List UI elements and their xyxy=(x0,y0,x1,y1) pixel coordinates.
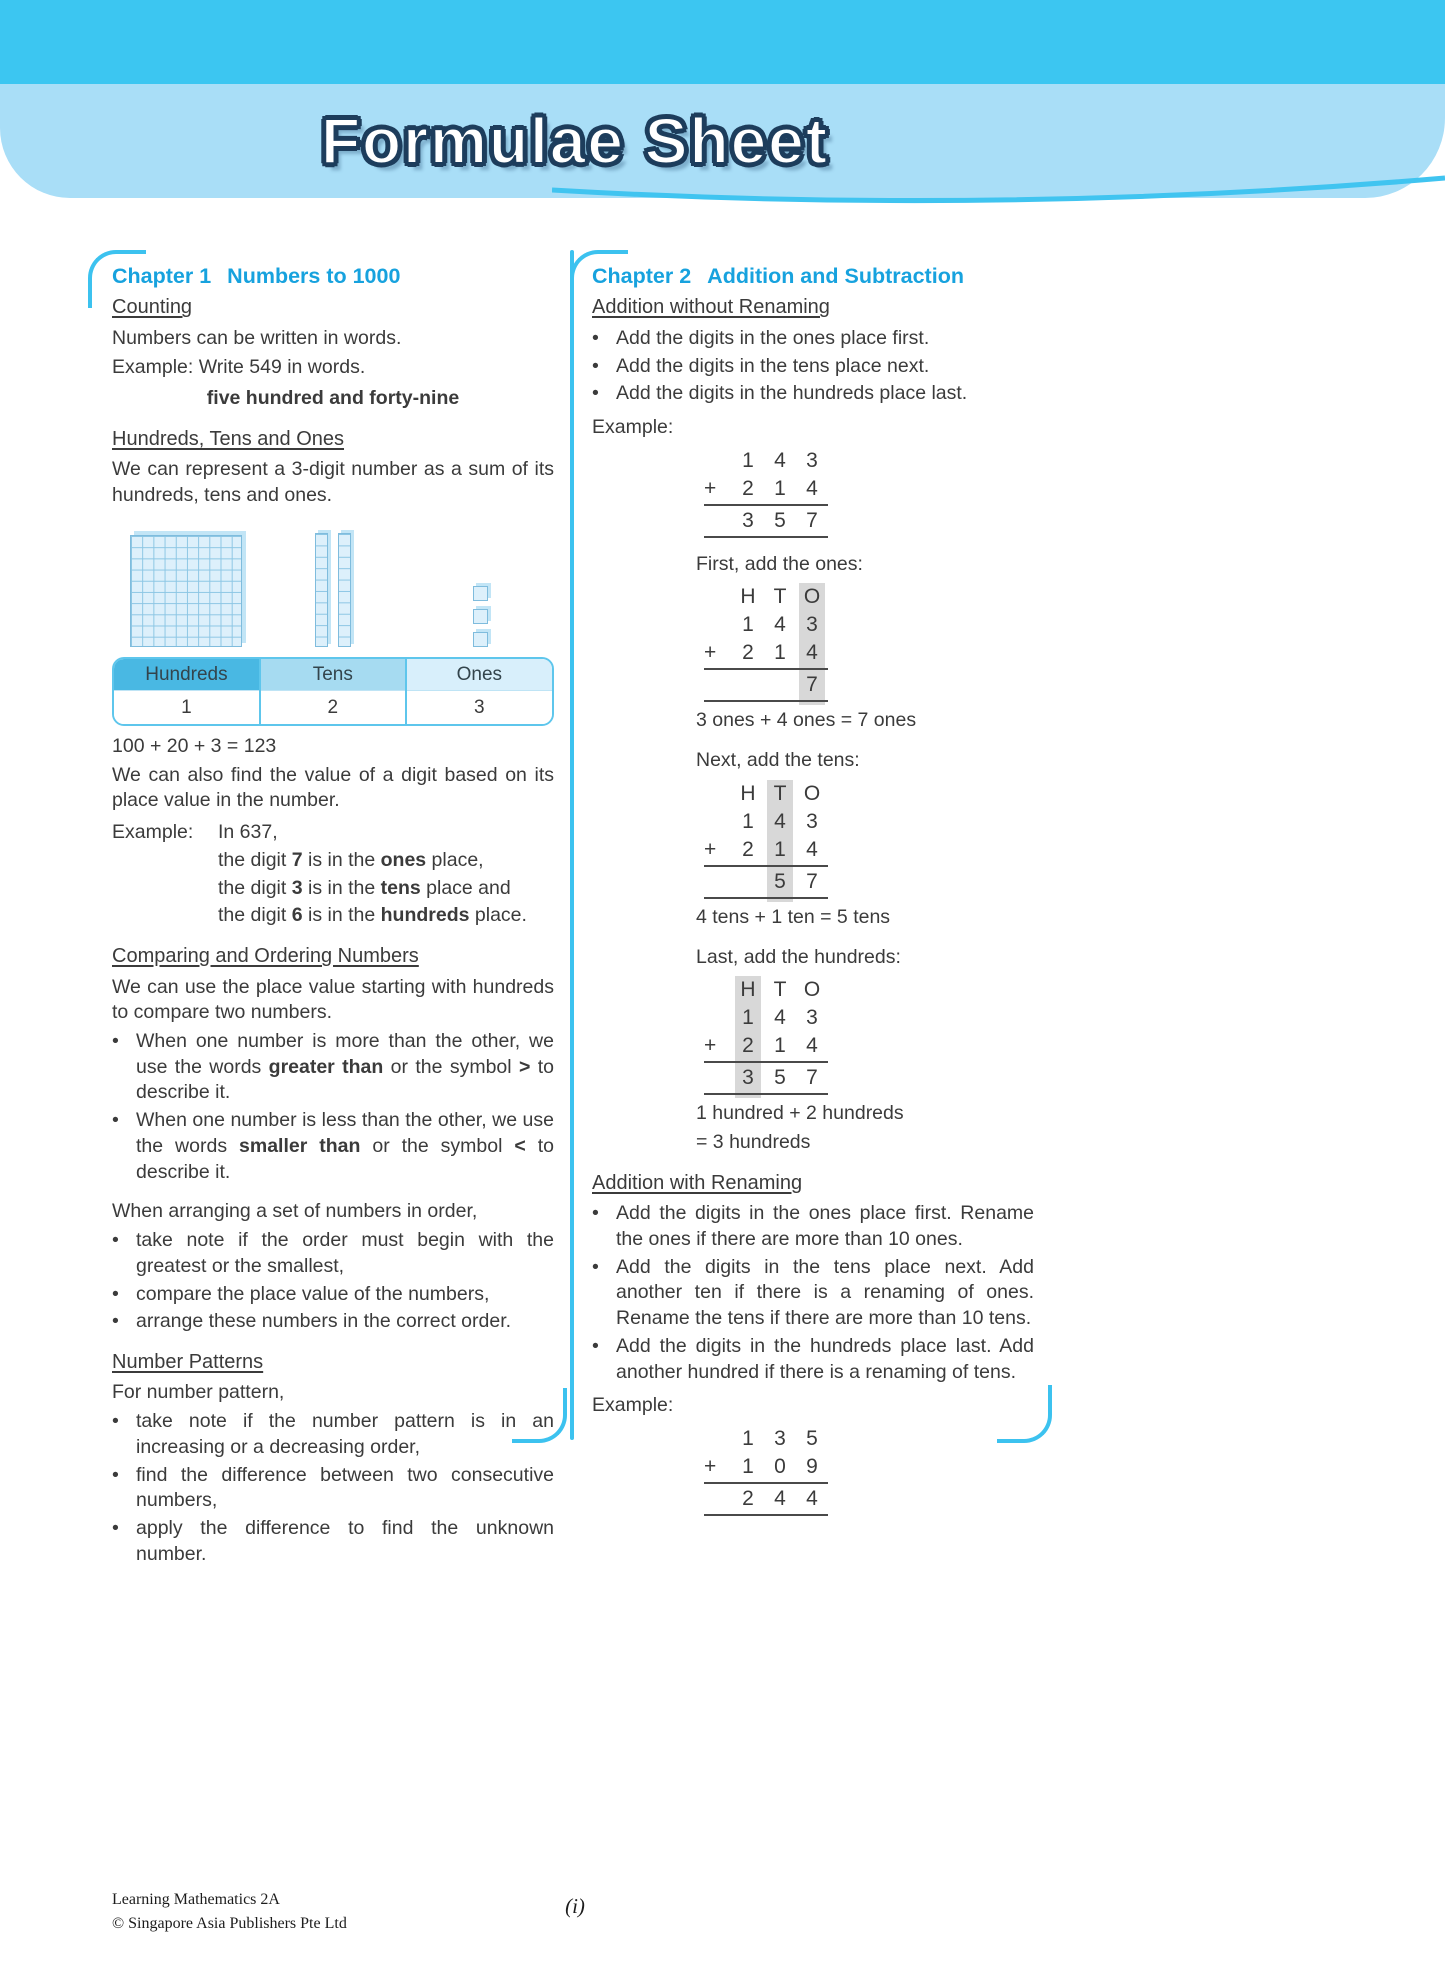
digit: 1 xyxy=(774,476,786,500)
chapter1-label: Chapter 1 xyxy=(112,264,212,288)
section-heading-comparing: Comparing and Ordering Numbers xyxy=(112,945,419,968)
table-header-ones: Ones xyxy=(406,659,552,691)
digit: 3 xyxy=(742,1066,754,1090)
bullet-icon: • xyxy=(112,1282,119,1305)
counting-answer: five hundred and forty-nine xyxy=(206,387,460,410)
digit: 3 xyxy=(806,448,818,472)
step-caption: 4 tens + 1 ten = 5 tens xyxy=(696,905,891,928)
bullet-item xyxy=(592,354,1034,380)
sum-rule xyxy=(704,897,828,899)
bullet-text: Add the digits in the tens place next. Add another ten if there is a renaming of ones. Rename the tens if there are more than 10 tens. xyxy=(616,1255,1034,1330)
table-value-ones: 3 xyxy=(406,690,552,724)
digit: 9 xyxy=(806,1455,818,1479)
bullet-icon: • xyxy=(592,1202,599,1225)
footer-book-title: Learning Mathematics 2A xyxy=(112,1891,280,1908)
addition-example-135-109 xyxy=(704,1425,828,1516)
bullet-item xyxy=(592,1334,1034,1385)
hto-letter: H xyxy=(740,585,756,609)
step-caption: = 3 hundreds xyxy=(696,1131,811,1154)
tens-rod-icon xyxy=(315,533,328,647)
figure-hundreds-group xyxy=(112,535,259,647)
bullet-text: When one number is more than the other, we use the words greater than or the symbol > to describe it. xyxy=(136,1029,554,1104)
digit xyxy=(732,868,764,896)
sum-rule xyxy=(704,865,828,867)
chapter2-title: Addition and Subtraction xyxy=(707,264,964,288)
bullet-icon: • xyxy=(112,1229,119,1252)
patterns-intro: For number pattern, xyxy=(112,1381,285,1404)
sum-rule xyxy=(704,1093,828,1095)
digit: 4 xyxy=(774,448,786,472)
addend-row xyxy=(704,1425,828,1453)
digit: 1 xyxy=(742,1427,754,1451)
table-header-tens: Tens xyxy=(260,659,406,691)
hto-intro: We can represent a 3-digit number as a sum of its hundreds, tens and ones. xyxy=(112,458,554,507)
bullet-item xyxy=(592,326,1034,352)
example-label: Example: xyxy=(592,1394,674,1417)
addend-row xyxy=(704,836,828,864)
digit: 1 xyxy=(742,613,754,637)
table-header-hundreds: Hundreds xyxy=(114,659,260,691)
bullet-icon: • xyxy=(112,1410,119,1433)
addend-row xyxy=(704,475,828,503)
hto-letter: H xyxy=(740,978,756,1002)
digit: 2 xyxy=(742,476,754,500)
hto-letter: T xyxy=(773,978,787,1002)
column-divider xyxy=(570,250,574,1440)
hto-letter: O xyxy=(803,781,821,805)
sum-rule xyxy=(704,536,828,538)
digit: 1 xyxy=(742,448,754,472)
plus-sign: + xyxy=(704,1034,717,1058)
hundreds-flat-icon xyxy=(130,535,242,647)
hto-letter: T xyxy=(773,781,787,805)
bullet-item xyxy=(112,1108,554,1185)
bullet-item xyxy=(112,1029,554,1106)
digit: 1 xyxy=(774,641,786,665)
bullet-text: Add the digits in the ones place first. Rename the ones if there are more than 10 ones. xyxy=(616,1202,1034,1250)
counting-example: Example: Write 549 in words. xyxy=(112,355,366,378)
digit: 0 xyxy=(774,1455,786,1479)
digit: 7 xyxy=(806,673,818,697)
table-value-hundreds: 1 xyxy=(114,690,260,724)
sum-rule xyxy=(704,668,828,670)
digit: 2 xyxy=(742,1487,754,1511)
digit: 1 xyxy=(774,837,786,861)
digit: 4 xyxy=(806,837,818,861)
bullet-item xyxy=(592,381,1034,407)
bullet-item xyxy=(112,1463,554,1514)
digit: 3 xyxy=(742,508,754,532)
plus-sign: + xyxy=(704,476,717,500)
figure-tens-group xyxy=(259,533,406,647)
step-intro: Last, add the hundreds: xyxy=(696,945,901,968)
place-value-value-row xyxy=(114,690,552,724)
hto-letter: T xyxy=(773,585,787,609)
bullet-text: take note if the order must begin with the greatest or the smallest, xyxy=(136,1229,554,1277)
bullet-icon: • xyxy=(592,354,599,377)
result-row xyxy=(704,1485,828,1513)
comparing-intro: We can use the place value starting with hundreds to compare two numbers. xyxy=(112,975,554,1024)
ones-cube-icon xyxy=(473,586,488,601)
place-value-text: We can also find the value of a digit based on its place value in the number. xyxy=(112,763,554,812)
place-value-table xyxy=(112,657,554,726)
addend-row xyxy=(704,639,828,667)
result-row xyxy=(704,507,828,535)
hto-step-tens xyxy=(704,780,828,899)
digit: 4 xyxy=(806,476,818,500)
addend-row xyxy=(704,808,828,836)
table-value-tens: 2 xyxy=(260,690,406,724)
example-637-row xyxy=(112,820,554,846)
bullet-icon: • xyxy=(112,1463,119,1486)
step-intro: First, add the ones: xyxy=(696,552,863,575)
hto-letter: H xyxy=(740,781,756,805)
digit: 3 xyxy=(774,1427,786,1451)
bullet-text: apply the difference to find the unknown number. xyxy=(136,1517,554,1565)
result-row xyxy=(704,868,828,896)
digit xyxy=(764,671,796,699)
section-heading-hundreds-tens-ones: Hundreds, Tens and Ones xyxy=(112,427,345,450)
digit: 2 xyxy=(742,641,754,665)
digit: 7 xyxy=(806,508,818,532)
digit: 2 xyxy=(742,837,754,861)
digit: 1 xyxy=(742,1455,754,1479)
digit: 4 xyxy=(774,809,786,833)
section-heading-number-patterns: Number Patterns xyxy=(112,1351,264,1374)
hto-step-ones xyxy=(704,583,828,702)
step-caption: 1 hundred + 2 hundreds xyxy=(696,1102,904,1125)
bullet-text: take note if the number pattern is in an increasing or a decreasing order, xyxy=(136,1410,554,1458)
section-heading-addition-without-renaming: Addition without Renaming xyxy=(592,296,830,319)
sum-rule xyxy=(704,1482,828,1484)
addend-row xyxy=(704,1032,828,1060)
chapter1-column xyxy=(112,262,554,1570)
plus-sign: + xyxy=(704,641,717,665)
place-value-equation: 100 + 20 + 3 = 123 xyxy=(112,734,277,757)
section-heading-addition-with-renaming: Addition with Renaming xyxy=(592,1171,803,1194)
plus-sign: + xyxy=(704,837,717,861)
bullet-text: Add the digits in the ones place first. xyxy=(616,326,930,349)
hto-step-hundreds xyxy=(704,976,828,1095)
bullet-icon: • xyxy=(112,1109,119,1132)
bullet-item xyxy=(592,1255,1034,1332)
digit: 7 xyxy=(806,869,818,893)
bullet-text: Add the digits in the tens place next. xyxy=(616,354,930,377)
hto-letter: O xyxy=(803,585,821,609)
bullet-icon: • xyxy=(112,1029,119,1052)
hto-header-row xyxy=(704,583,828,611)
digit-place-line: the digit 7 is in the ones place, xyxy=(218,848,484,871)
bullet-icon: • xyxy=(112,1310,119,1333)
digit-place-line: the digit 6 is in the hundreds place. xyxy=(218,904,527,927)
hto-header-row xyxy=(704,780,828,808)
counting-text-1: Numbers can be written in words. xyxy=(112,326,402,349)
sum-rule xyxy=(704,1514,828,1516)
digit-place-line: the digit 3 is in the tens place and xyxy=(218,876,511,899)
ones-cube-icon xyxy=(473,632,488,647)
bullet-text: When one number is less than the other, we use the words smaller than or the symbol < to describe it. xyxy=(136,1109,554,1183)
digit: 5 xyxy=(774,869,786,893)
page-title: Formulae Sheet xyxy=(320,105,830,177)
example-637-lines xyxy=(218,848,554,929)
digit: 5 xyxy=(806,1427,818,1451)
digit: 4 xyxy=(806,641,818,665)
sum-rule xyxy=(704,700,828,702)
header-swoosh-line xyxy=(552,170,1445,218)
tens-rod-icon xyxy=(338,533,351,647)
example-label: Example: xyxy=(112,821,194,844)
bullet-text: Add the digits in the hundreds place last. xyxy=(616,382,968,405)
addend-row xyxy=(704,1453,828,1481)
digit: 4 xyxy=(806,1487,818,1511)
digit: 4 xyxy=(806,1034,818,1058)
chapter1-heading xyxy=(112,262,554,290)
digit: 4 xyxy=(774,613,786,637)
bullet-icon: • xyxy=(592,382,599,405)
example-value: In 637, xyxy=(218,821,278,844)
bullet-item xyxy=(112,1282,554,1308)
bullet-item xyxy=(592,1201,1034,1252)
hto-letter: O xyxy=(803,978,821,1002)
addend-row xyxy=(704,447,828,475)
bullet-item xyxy=(112,1228,554,1279)
bullet-text: Add the digits in the hundreds place last. Add another hundred if there is a renaming of tens. xyxy=(616,1334,1034,1383)
digit: 4 xyxy=(774,1006,786,1030)
bullet-text: find the difference between two consecutive numbers, xyxy=(136,1463,554,1512)
chapter2-column xyxy=(592,262,1034,1522)
bullet-icon: • xyxy=(112,1517,119,1540)
example-label: Example: xyxy=(592,415,674,438)
chapter2-label: Chapter 2 xyxy=(592,264,692,288)
chapter2-heading xyxy=(592,262,1034,290)
ones-cube-icon xyxy=(473,609,488,624)
bullet-item xyxy=(112,1309,554,1335)
digit: 4 xyxy=(774,1487,786,1511)
footer-copyright: © Singapore Asia Publishers Pte Ltd xyxy=(112,1915,347,1932)
digit: 1 xyxy=(774,1034,786,1058)
bullet-icon: • xyxy=(592,326,599,349)
ones-cubes xyxy=(473,586,488,647)
digit: 1 xyxy=(742,809,754,833)
bullet-text: arrange these numbers in the correct order. xyxy=(136,1310,512,1333)
digit: 7 xyxy=(806,1066,818,1090)
page-number: (i) xyxy=(565,1894,585,1918)
digit xyxy=(732,671,764,699)
bullet-text: compare the place value of the numbers, xyxy=(136,1282,490,1305)
bullet-icon: • xyxy=(592,1334,599,1357)
header-top-bar xyxy=(0,0,1445,84)
digit: 5 xyxy=(774,1066,786,1090)
arranging-intro: When arranging a set of numbers in order, xyxy=(112,1200,478,1223)
digit: 2 xyxy=(742,1034,754,1058)
digit: 3 xyxy=(806,1006,818,1030)
digit: 3 xyxy=(806,613,818,637)
sum-rule xyxy=(704,504,828,506)
digit: 1 xyxy=(742,1006,754,1030)
sum-rule xyxy=(704,1061,828,1063)
addend-row xyxy=(704,1004,828,1032)
section-heading-counting: Counting xyxy=(112,296,193,319)
figure-ones-group xyxy=(407,586,554,647)
hto-header-row xyxy=(704,976,828,1004)
bullet-item xyxy=(112,1409,554,1460)
result-row xyxy=(704,671,828,699)
step-intro: Next, add the tens: xyxy=(696,749,860,772)
result-row xyxy=(704,1064,828,1092)
chapter1-title: Numbers to 1000 xyxy=(227,264,401,288)
addend-row xyxy=(704,611,828,639)
bullet-icon: • xyxy=(592,1255,599,1278)
step-caption: 3 ones + 4 ones = 7 ones xyxy=(696,709,917,732)
plus-sign: + xyxy=(704,1455,717,1479)
addition-example-143-214 xyxy=(704,447,828,538)
base-ten-blocks-figure xyxy=(112,525,554,647)
place-value-header-row xyxy=(114,659,552,691)
bullet-item xyxy=(112,1516,554,1567)
digit: 3 xyxy=(806,809,818,833)
digit: 5 xyxy=(774,508,786,532)
